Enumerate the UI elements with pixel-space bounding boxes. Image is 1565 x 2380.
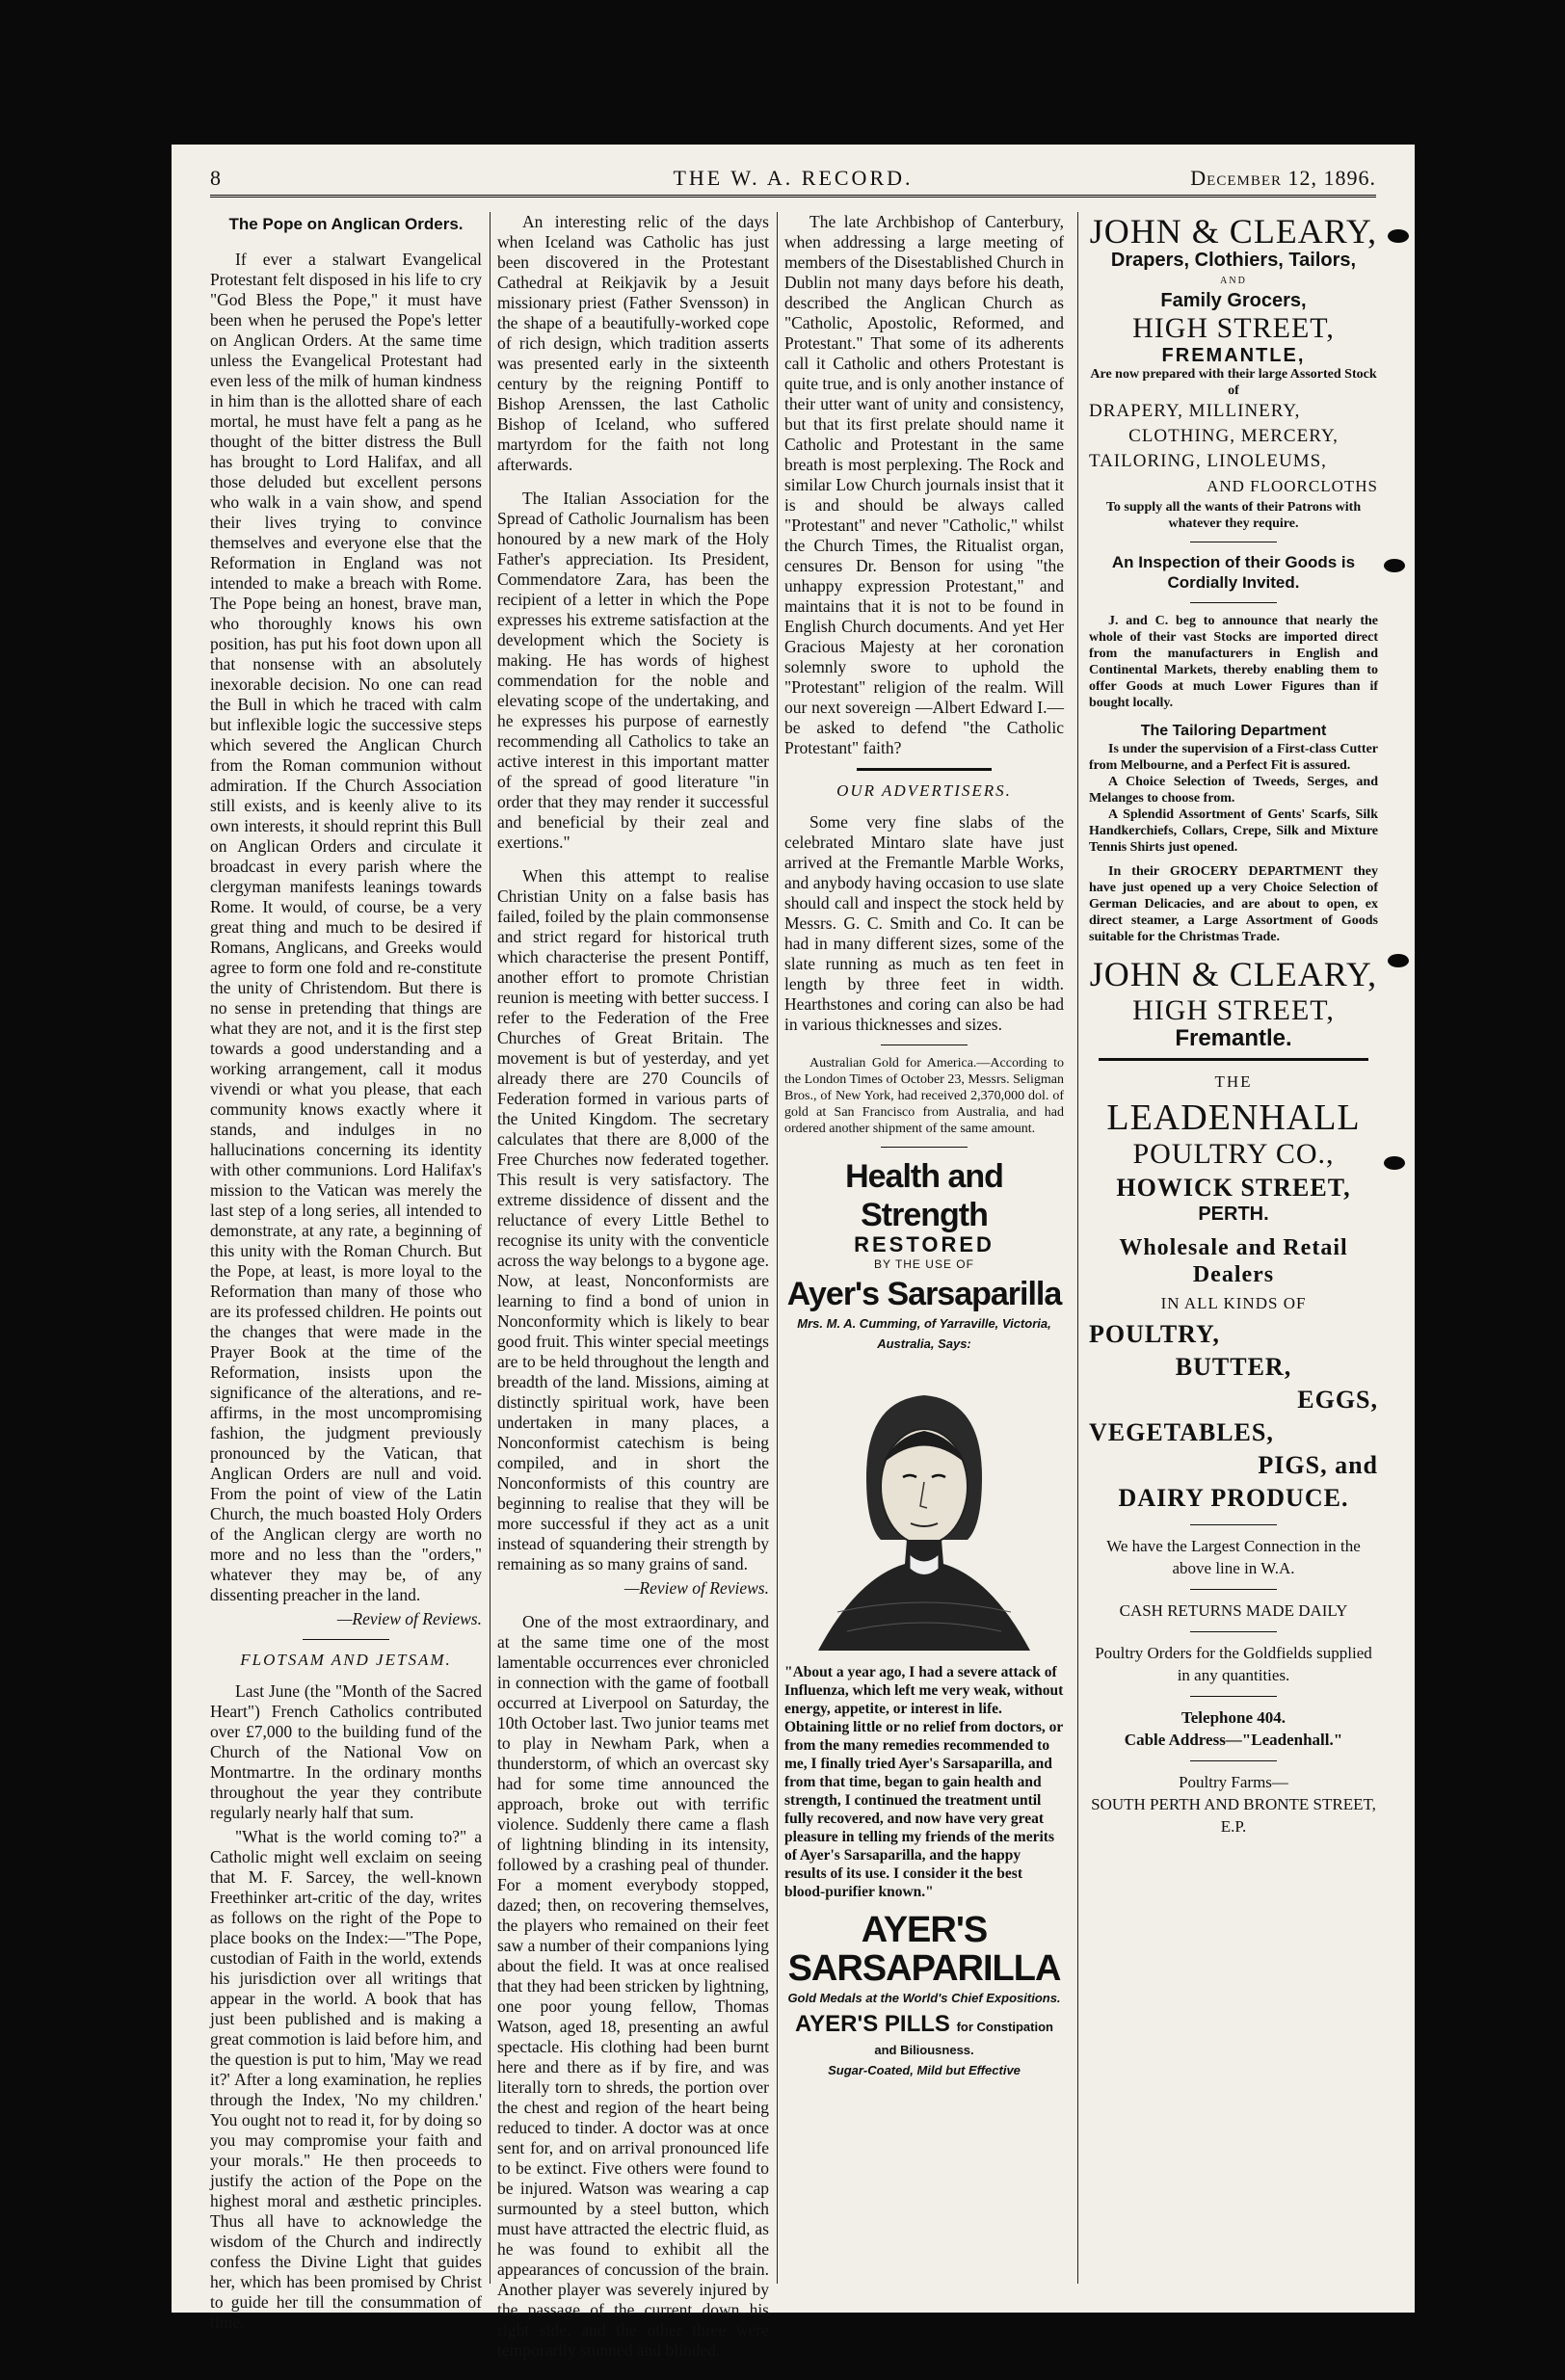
ad-pills-name: AYER'S PILLS <box>795 2011 950 2037</box>
article-source: —Review of Reviews. <box>623 1578 769 1598</box>
ad-byline: Mrs. M. A. Cumming, of Yarraville, Victoria, Australia, Says: <box>797 1316 1051 1351</box>
divider <box>1190 602 1277 603</box>
ad-street-2: HIGH STREET, <box>1132 994 1335 1026</box>
divider <box>1190 1760 1277 1761</box>
ad-stock-3: TAILORING, LINOLEUMS, <box>1089 451 1327 471</box>
article-body: Last June (the "Month of the Sacred Heart") French Catholics contributed over £7,000 to the building fund of the Church of the National Vow on Montmartre. In the ordinary months throughout the year they contribute regularly nearly half that sum. <box>210 1681 482 1822</box>
ad-town: FREMANTLE, <box>1161 345 1306 366</box>
column-divider <box>490 212 491 2284</box>
ad-brand-sarsaparilla: SARSAPARILLA <box>787 1948 1061 1989</box>
ad-announce: J. and C. beg to announce that nearly the whole of their vast Stocks are imported direct from the manufacturers in English and Continental Markets, thereby enabling them to offer Goods at much Lower Figures than if bought locally. <box>1089 614 1378 710</box>
article-journalism: The Italian Association for the Spread of Catholic Journalism has been honoured by a new mark of the Holy Father's appreciation. Its President, Commendatore Zara, has been the recipient of a letter in which the Pope expresses his extreme satisfaction at the development which the Society is making. He has words of highest commendation for the noble and elevating scope of the undertaking, and he expresses his purpose of earnestly recommending all Catholics to take an active interest in this important matter of the spread of good literature "in order that they may render it successful and beneficial by their zeal and exertions." <box>497 489 769 852</box>
divider <box>1190 1631 1277 1632</box>
ad-pills-tagline: Sugar-Coated, Mild but Effective <box>828 2063 1021 2077</box>
ad-wholesale: Wholesale and Retail Dealers <box>1119 1235 1348 1287</box>
ad-firm-name: JOHN & CLEARY, <box>1089 212 1378 251</box>
ad-poultry-farms: Poultry Farms— <box>1179 1773 1288 1791</box>
divider <box>303 1639 389 1640</box>
article-free-churches: When this attempt to realise Christian Unity on a false basis has failed, foiled by the plain commonsense and strict regard for historical truth which characterise the present Pontiff, another effort to promote Christian reunion is meeting with better success. I refer to the Federation of the Free Churches of Great Britain. The movement is but of yesterday, and yet already there are 270 Councils of Federation formed in various parts of the United Kingdom. The secretary calculates that there are 8,000 of the Free Churches now federated together. This result is very satisfactory. The extreme dissidence of dissent and the reluctance of every Little Bethel to recognise its unity with the conventicle across the way belongs to a bygone age. Now, at least, Nonconformists are learning to find a bond of union in Nonconformity which is likely to bear good fruit. This winter special meetings are to be held throughout the length and breadth of the land. Missions, aiming at distinctly spiritual work, have been undertaken in many places, a Nonconformist catechism is being compiled, and in short the Nonconformists of this country are beginning to realise that they will be more successful if they act as a unit instead of squandering their strength by remaining as so many grains of sand. <box>497 866 769 1573</box>
divider <box>1190 1524 1277 1525</box>
ad-inspection: An Inspection of their Goods is Cordially Invited. <box>1111 553 1356 592</box>
ad-firm-name-2: JOHN & CLEARY, <box>1089 955 1378 993</box>
ad-pills <box>784 2011 1064 2060</box>
ad-medals: Gold Medals at the World's Chief Expositions. <box>787 1991 1061 2005</box>
ad-pills-desc: for Constipation and Biliousness. <box>874 2020 1053 2057</box>
column-2 <box>497 212 769 2360</box>
ad-butter: BUTTER, <box>1175 1353 1292 1381</box>
column-4-advertisements <box>1089 212 1378 2293</box>
divider <box>1190 1589 1277 1590</box>
article-body: If ever a stalwart Evangelical Protestant felt disposed in his life to cry "God Bless the Pope," it must have been when he perused the Pope's letter on Anglican Orders. At the same time unless the Evangelical Protestant had even less of the milk of human kindness in him than is the allotted share of each mortal, he must have felt a pang as he thought of the bitter distress the Bull has brought to Lord Halifax, and all those deluded but excellent persons who walk in a vain show, and spend their lives trying to convince themselves and everyone else that the Reformation in England was not intended to make a breach with Rome. The Pope being an honest, brave man, who thoroughly knows his own position, has put his foot down upon all that nonsense with an absolutely inexorable decision. No one can read the Bull in which he traced with calm but inflexible logic the successive steps which severed the Anglican Church from the Roman communion without admiration. If the Church Association still exists, and is keenly alive to its own interests, it should reprint this Bull on Anglican Orders and circulate it broadcast in every parish where the clergyman manifests leanings towards Rome. It would, of course, be a very great thing and much to be desired if Romans, Anglicans, and Greeks would agree to form one fold and re-constitute the unity of Christendom. But there is no sense in pretending that things are what they are not, and it is the first step towards a good understanding and a working arrangement, call it modus vivendi or what you please, that each community knows exactly where it stands, and indulges in no hallucinations concerning its identity with other communions. Lord Halifax's mission to the Vatican was merely the last step of a long series, all intended to demonstrate, at any rate, a beginning of this unity with the Roman Church. But the Pope, at least, is more loyal to the Reformation than many of those who are its professed children. He points out the changes that were made in the Prayer Book at the time of the Reformation, insists upon the significance of the alterations, and re-affirms, in the most uncompromising fashion, the judgment previously pronounced by the Vatican, that Anglican Orders are null and void. From the point of view of the Latin Church, the much boasted Holy Orders of the Anglican clergy are worth no more and no less than the "orders," whatever they may be, of any dissenting preacher in the land. <box>210 250 482 1604</box>
ad-leadenhall: LEADENHALL <box>1106 1097 1361 1138</box>
ad-brand-ayers: AYER'S <box>861 1910 988 1950</box>
article-source: —Review of Reviews. <box>336 1609 482 1628</box>
ad-farms-location: SOUTH PERTH AND BRONTE STREET, E.P. <box>1091 1795 1376 1836</box>
ad-goldfields: Poultry Orders for the Goldfields supplied in any quantities. <box>1095 1644 1372 1684</box>
ad-poultry-co: POULTRY CO., <box>1132 1138 1335 1170</box>
ad-perth: PERTH. <box>1198 1203 1269 1225</box>
ad-town-2: Fremantle. <box>1175 1025 1292 1051</box>
ad-poultry: POULTRY, <box>1089 1320 1220 1348</box>
column-3 <box>784 212 1064 2293</box>
ad-dairy: DAIRY PRODUCE. <box>1118 1484 1349 1512</box>
ad-stock-1: DRAPERY, MILLINERY, <box>1089 401 1301 421</box>
ad-trades: Drapers, Clothiers, Tailors, <box>1110 250 1357 271</box>
ad-tailoring: Is under the supervision of a First-class Cutter from Melbourne, and a Perfect Fit is assured. <box>1089 742 1378 773</box>
column-1 <box>210 212 482 2332</box>
ad-street: HIGH STREET, <box>1132 312 1335 344</box>
ad-the: THE <box>1214 1072 1253 1091</box>
ad-stock-2: CLOTHING, MERCERY, <box>1128 426 1339 446</box>
article-heading-anglican-orders: The Pope on Anglican Orders. <box>228 215 464 233</box>
ad-restored: RESTORED <box>854 1232 995 1256</box>
ad-in-all-kinds: IN ALL KINDS OF <box>1160 1294 1307 1312</box>
ad-testimonial: "About a year ago, I had a severe attack of Influenza, which left me very weak, without energy, appetite, or interest in life. Obtaining little or no relief from doctors, or from the many remedies recommended to me, I finally tried Ayer's Sarsaparilla, and from that time, began to gain health and strength, I continued the treatment until fully recovered, and now have very great pleasure in telling my friends of the merits of Ayer's Sarsaparilla, and the happy results of its use. I consider it the best blood-purifier known." <box>784 1664 1064 1900</box>
divider <box>881 1147 968 1148</box>
column-divider <box>777 212 778 2284</box>
ad-product: Ayer's Sarsaparilla <box>786 1276 1062 1312</box>
ad-vegetables: VEGETABLES, <box>1089 1418 1274 1446</box>
ad-telephone: Telephone 404. <box>1180 1708 1286 1727</box>
page-header <box>210 162 1376 198</box>
divider <box>1099 1058 1368 1061</box>
newspaper-page <box>172 145 1415 2360</box>
ink-blot <box>1388 954 1409 967</box>
article-australian-gold: Australian Gold for America.—According to the London Times of October 23, Messrs. Seligman Bros., of New York, had received 2,370,000 dol. of gold at San Francisco from Australia, and had ordered another shipment of the same amount. <box>784 1056 1064 1136</box>
ink-blot <box>1388 229 1409 243</box>
ad-grocery: In their GROCERY DEPARTMENT they have just opened up a very Choice Selection of German Delicacies, and are about to open, ex direct steamer, a Large Assortment of Goods suitable for the Christmas Trade. <box>1089 864 1378 944</box>
issue-date: December 12, 1896. <box>1190 166 1376 190</box>
ad-headline: Health and Strength <box>845 1158 1003 1233</box>
ad-cash: CASH RETURNS MADE DAILY <box>1119 1601 1348 1620</box>
divider <box>857 768 992 771</box>
page-number: 8 <box>210 166 222 190</box>
ad-by-use: BY THE USE OF <box>874 1257 974 1271</box>
article-slate: Some very fine slabs of the celebrated Mintaro slate have just arrived at the Fremantle Marble Works, and anybody having occasion to use slate should call and inspect the stock held by Messrs. G. C. Smith and Co. It can be had in many different sizes, some of the slate running as much as ten feet in length by three feet in width. Hearthstones and coring can also be had in various thicknesses and sizes. <box>784 812 1064 1034</box>
divider <box>1190 1696 1277 1697</box>
ad-howick: HOWICK STREET, <box>1116 1174 1351 1202</box>
article-football-lightning: One of the most extraordinary, and at the same time one of the most lamentable occurrences ever chronicled in connection with the game of football occurred at Liverpool on Saturday, the 10th October last. Two junior teams met to play in Newham Park, when a thunderstorm, of which an overcast sky had for some time announced the approach, broke out with terrific violence. Suddenly there came a flash of lightning blinding in its intensity, followed by a crashing peal of thunder. For a moment everybody stopped, dazed; then, on recovering themselves, the players who remained on their feet saw a number of their companions lying about the field. It was at once realised that they had been stricken by lightning, one poor young fellow, Thomas Watson, aged 18, presenting an awful spectacle. His clothing had been burnt here and there as if by fire, and was literally torn to shreds, the portion over the chest and region of the heart being reduced to tinder. A doctor was at once sent for, and on arrival pronounced life to be extinct. Five others were found to be injured. Watson was wearing a cap surmounted by a steel button, which must have attracted the electric fluid, as he was found to exhibit all the appearances of concussion of the brain. Another player was severely injured by the passage of the current down his right side, and the other three were temporarily stunned and blinded. <box>497 1612 769 2360</box>
ink-blot <box>1384 559 1405 572</box>
woman-portrait-illustration <box>799 1362 1049 1651</box>
column-divider <box>1077 212 1078 2284</box>
ad-tailoring-heading: The Tailoring Department <box>1140 723 1327 739</box>
section-heading-advertisers: OUR ADVERTISERS. <box>836 781 1012 800</box>
ad-supply: To supply all the wants of their Patrons with whatever they require. <box>1105 500 1362 531</box>
article-iceland: An interesting relic of the days when Iceland was Catholic has just been discovered in the Protestant Cathedral at Reikjavik by a Jesuit missionary priest (Father Svensson) in the shape of a beautifully-worked cope of rich design, which tradition asserts was presented early in the sixteenth century by the reigning Pontiff to Bishop Arenssen, the last Catholic Bishop of Iceland, who suffered martyrdom for the faith not long afterwards. <box>497 212 769 474</box>
ad-largest: We have the Largest Connection in the above line in W.A. <box>1106 1537 1361 1577</box>
ad-prepared: Are now prepared with their large Assorted Stock of <box>1090 367 1377 398</box>
ad-grocers: Family Grocers, <box>1160 290 1307 311</box>
ad-stock-4: AND FLOORCLOTHS <box>1207 477 1378 495</box>
ad-eggs: EGGS, <box>1297 1386 1378 1414</box>
ad-choice: A Choice Selection of Tweeds, Serges, and Melanges to choose from. <box>1089 775 1378 806</box>
section-heading-flotsam: FLOTSAM AND JETSAM. <box>240 1651 452 1669</box>
ad-and: AND <box>1220 276 1247 286</box>
ad-splendid: A Splendid Assortment of Gents' Scarfs, Silk Handkerchiefs, Collars, Crepe, Silk and Mixture Tennis Shirts just opened. <box>1089 807 1378 855</box>
article-archbishop: The late Archbishop of Canterbury, when addressing a large meeting of members of the Disestablished Church in Dublin not many days before his death, described the Anglican Church as "Catholic, Apostolic, Reformed, and Protestant." That some of its adherents call it Catholic and others Protestant is quite true, and is only another instance of their utter want of unity and consistency, but that its first prelate should name it Catholic and Protestant in the same breath is most perplexing. The Rock and similar Low Church journals insist that it is and should be always called "Protestant" and never "Catholic," whilst the Church Times, the Ritualist organ, censures Dr. Benson for using "the unhappy expression Protestant," and maintains that it is not to be found in English Church documents. And yet Her Gracious Majesty at her coronation solemnly swore to uphold the "Protestant" religion of the realm. Will our next sovereign —Albert Edward I.—be asked to defend "the Catholic Protestant" faith? <box>784 212 1064 757</box>
ad-cable: Cable Address—"Leadenhall." <box>1124 1731 1343 1749</box>
ayers-advertisement <box>784 1157 1064 2080</box>
ad-pigs: PIGS, and <box>1258 1451 1378 1479</box>
ink-blot <box>1384 1156 1405 1170</box>
newspaper-title: THE W. A. RECORD. <box>673 166 914 190</box>
article-body: "What is the world coming to?" a Catholic might well exclaim on seeing that M. F. Sarcey, the well-known Freethinker art-critic of the day, writes as follows on the right of the Pope to place books on the Index:—"The Pope, custodian of Faith in the world, extends his jurisdiction over all writings that appear in the world. A book that has just been published and is making a great commotion is laid before him, and the question is put to him, 'May we read it?' After a long examination, he replies through the Index, 'No my children.' You ought not to read it, for by doing so you may compromise your faith and your morals." He then proceeds to justify the action of the Pope on the highest moral and æsthetic principles. Thus all have to acknowledge the wisdom of the Church and indirectly confess the Divine Light that guides her, which has been promised by Christ to guide her till the consummation of time. <box>210 1827 482 2332</box>
